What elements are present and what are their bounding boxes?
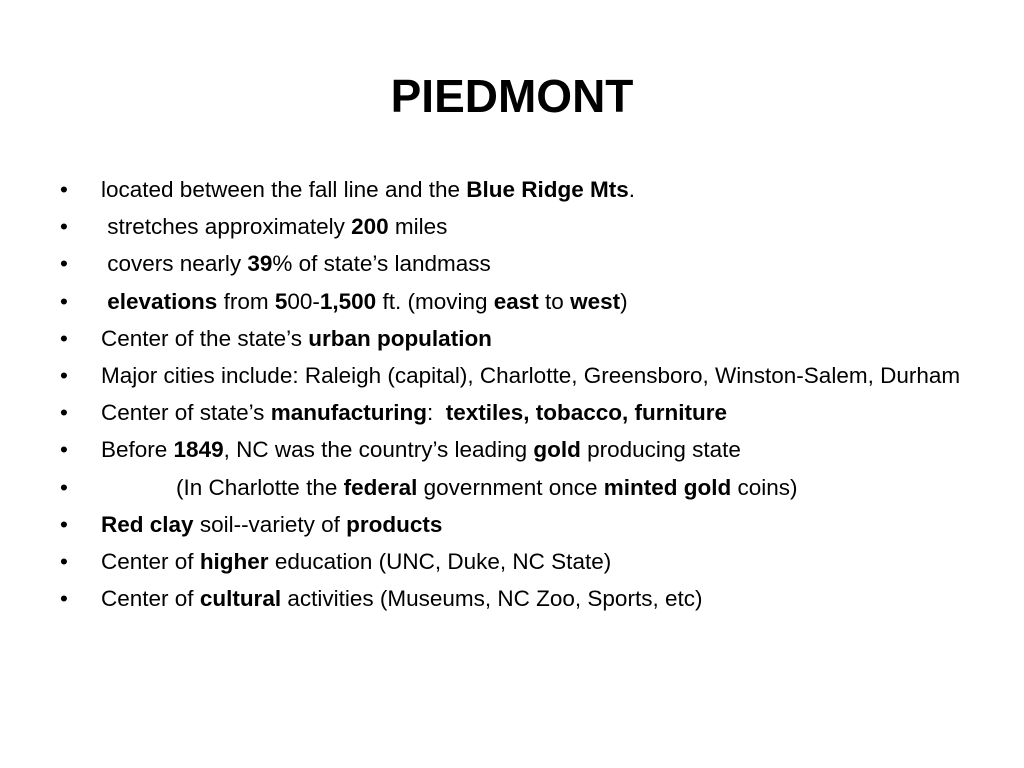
bullet-text-segment: (In Charlotte the (101, 474, 344, 500)
bullet-text (101, 437, 741, 462)
bullet-item (60, 250, 990, 278)
bullet-item (60, 399, 990, 427)
bullet-dot-icon: • (60, 400, 68, 426)
bullet-text-segment: % of state’s landmass (272, 251, 491, 277)
bullet-text-bold: minted gold (603, 474, 732, 500)
bullet-text-bold: 1,500 (319, 288, 377, 314)
bullet-text-segment: Major cities include: Raleigh (capital), Charlotte, Greensboro, Winston-Salem, Durham (101, 362, 961, 388)
bullet-item (60, 362, 990, 390)
bullet-item (60, 585, 990, 613)
bullet-item (60, 176, 990, 204)
bullet-text-bold: federal (343, 474, 418, 500)
bullet-text-segment: stretches approximately (101, 214, 352, 240)
bullet-text (101, 177, 635, 202)
bullet-text (101, 586, 702, 611)
bullet-dot-icon: • (60, 177, 68, 202)
bullet-text-bold: 5 (274, 288, 288, 314)
bullet-text (101, 214, 447, 239)
bullet-dot-icon: • (60, 437, 68, 463)
bullet-text-segment: covers nearly (101, 251, 248, 277)
bullet-dot-icon: • (60, 325, 68, 351)
bullet-item (60, 436, 990, 464)
bullet-text (101, 549, 611, 574)
bullet-text-segment: Center of (101, 548, 200, 574)
bullet-dot-icon: • (60, 288, 68, 314)
bullet-dot-icon: • (60, 586, 68, 612)
bullet-text-bold: west (570, 288, 621, 314)
bullet-text-segment: Center of (101, 586, 200, 612)
bullet-item (60, 511, 990, 539)
bullet-text (101, 289, 628, 314)
bullet-text (101, 512, 442, 537)
bullet-dot-icon: • (60, 548, 68, 574)
bullet-text-bold: products (346, 511, 443, 537)
bullet-dot-icon: • (60, 214, 68, 240)
bullet-item (60, 474, 990, 502)
bullet-text-segment: coins) (731, 474, 798, 500)
bullet-text (101, 326, 492, 351)
slide-title: PIEDMONT (390, 70, 634, 122)
bullet-text-bold: elevations (107, 288, 218, 314)
bullet-text-bold: east (493, 288, 539, 314)
bullet-text-segment: miles (388, 214, 448, 240)
bullet-text-segment: : (426, 400, 446, 426)
bullet-text-segment: Before (101, 437, 174, 463)
bullet-item (60, 213, 990, 241)
bullet-list (60, 176, 990, 622)
bullet-dot-icon: • (60, 474, 68, 500)
bullet-text-segment: Center of state’s (101, 400, 271, 426)
bullet-text-segment: education (UNC, Duke, NC State) (268, 548, 612, 574)
bullet-text-bold: Red clay (101, 511, 194, 537)
bullet-text-segment: soil--variety of (193, 511, 347, 537)
bullet-item (60, 325, 990, 353)
bullet-text-segment: ft. (moving (376, 288, 494, 314)
bullet-text-segment: located between the fall line and the (101, 177, 467, 202)
bullet-text-bold: textiles, tobacco, furniture (445, 400, 728, 426)
bullet-text-segment: , NC was the country’s leading (223, 437, 534, 463)
bullet-text-bold: higher (199, 548, 269, 574)
bullet-text (101, 475, 798, 500)
bullet-text (101, 363, 960, 388)
bullet-text-bold: manufacturing (270, 400, 427, 426)
bullet-dot-icon: • (60, 511, 68, 537)
bullet-text-segment: to (538, 288, 571, 314)
bullet-item (60, 548, 990, 576)
bullet-text-segment: activities (Museums, NC Zoo, Sports, etc) (281, 586, 703, 612)
bullet-text-bold: gold (533, 437, 581, 463)
bullet-text-segment: government once (417, 474, 604, 500)
bullet-text-bold: 1849 (173, 437, 224, 463)
bullet-text-bold: Blue Ridge Mts (466, 177, 629, 202)
bullet-text-segment: . (628, 177, 636, 202)
bullet-text-segment: from (217, 288, 275, 314)
bullet-text-bold: 39 (247, 251, 273, 277)
bullet-text-bold: urban population (308, 325, 492, 351)
bullet-text (101, 400, 727, 425)
bullet-text-bold: cultural (199, 586, 282, 612)
bullet-text-segment: 00- (287, 288, 320, 314)
bullet-dot-icon: • (60, 362, 68, 388)
bullet-text-bold: 200 (351, 214, 389, 240)
bullet-text (101, 251, 491, 276)
bullet-dot-icon: • (60, 251, 68, 277)
bullet-text-segment: producing state (580, 437, 741, 463)
bullet-text-segment: ) (620, 288, 628, 314)
bullet-item (60, 288, 990, 316)
bullet-text-segment: Center of the state’s (101, 325, 309, 351)
